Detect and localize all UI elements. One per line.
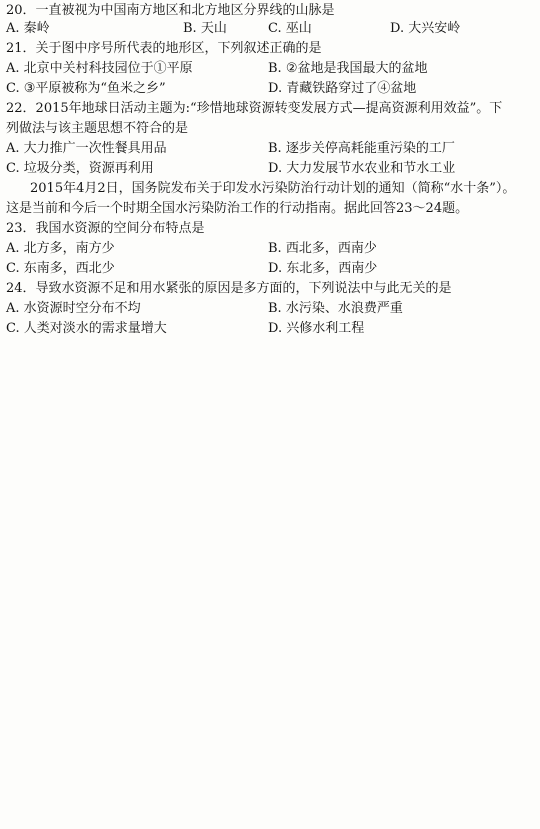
q22-option-d: D. 大力发展节水农业和节水工业 bbox=[268, 161, 456, 176]
q22-option-c: C. 垃圾分类，资源再利用 bbox=[6, 161, 154, 176]
q21-option-a: A. 北京中关村科技园位于①平原 bbox=[6, 61, 193, 76]
q23-option-a: A. 北方多，南方少 bbox=[6, 241, 115, 256]
q21-option-c: C. ③平原被称为“鱼米之乡” bbox=[6, 81, 166, 96]
q22-stem-line2: 列做法与该主题思想不符合的是 bbox=[6, 121, 189, 136]
q24-option-b: B. 水污染、水浪费严重 bbox=[268, 301, 403, 316]
q20-option-c: C. 巫山 bbox=[268, 21, 312, 36]
q21-option-d: D. 青藏铁路穿过了④盆地 bbox=[268, 81, 417, 96]
q24-option-d: D. 兴修水利工程 bbox=[268, 321, 365, 336]
q22-option-a: A. 大力推广一次性餐具用品 bbox=[6, 141, 167, 156]
q24-option-c: C. 人类对淡水的需求量增大 bbox=[6, 321, 167, 336]
passage-line2: 这是当前和今后一个时期全国水污染防治工作的行动指南。据此回答23～24题。 bbox=[6, 201, 469, 216]
q22-option-b: B. 逐步关停高耗能重污染的工厂 bbox=[268, 141, 455, 156]
q20-stem: 20．一直被视为中国南方地区和北方地区分界线的山脉是 bbox=[6, 3, 335, 18]
q23-stem: 23．我国水资源的空间分布特点是 bbox=[6, 221, 205, 236]
q21-option-b: B. ②盆地是我国最大的盆地 bbox=[268, 61, 428, 76]
passage-line1: 2015年4月2日，国务院发布关于印发水污染防治行动计划的通知（简称“水十条”）。 bbox=[30, 181, 516, 196]
q20-option-d: D. 大兴安岭 bbox=[390, 21, 461, 36]
q20-option-a: A. 秦岭 bbox=[6, 21, 50, 36]
q22-stem-line1: 22．2015年地球日活动主题为:“珍惜地球资源转变发展方式—提高资源利用效益”。下 bbox=[6, 101, 503, 116]
q23-option-c: C. 东南多，西北少 bbox=[6, 261, 115, 276]
q23-option-d: D. 东北多，西南少 bbox=[268, 261, 378, 276]
q21-stem: 21．关于图中序号所代表的地形区，下列叙述正确的是 bbox=[6, 41, 322, 56]
q20-option-b: B. 天山 bbox=[183, 21, 227, 36]
q24-option-a: A. 水资源时空分布不均 bbox=[6, 301, 141, 316]
q24-stem: 24．导致水资源不足和用水紧张的原因是多方面的，下列说法中与此无关的是 bbox=[6, 281, 452, 296]
q23-option-b: B. 西北多，西南少 bbox=[268, 241, 377, 256]
